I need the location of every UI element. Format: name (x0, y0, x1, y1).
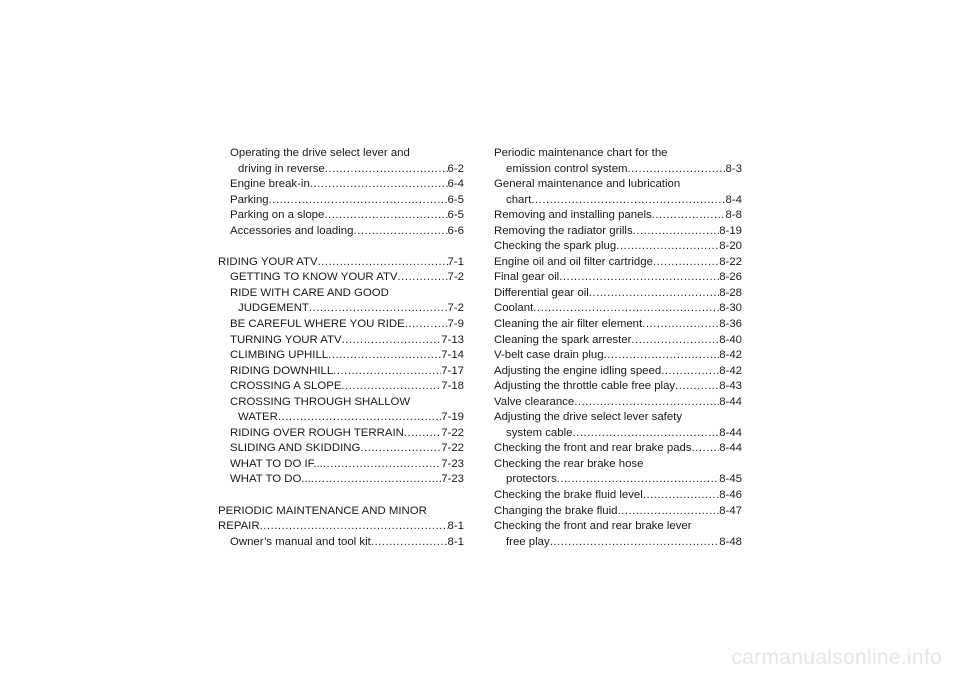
toc-entry-page: 7-13 (441, 333, 464, 346)
toc-entry-line (494, 270, 742, 286)
toc-entry-line (218, 426, 464, 442)
toc-leader-dots (405, 317, 448, 333)
toc-entry-page: 8-20 (719, 240, 742, 253)
toc-entry-title: Valve clearance (494, 395, 575, 408)
toc-entry-title: Periodic maintenance chart for the (494, 147, 668, 159)
toc-entry-line (218, 333, 464, 349)
toc-spacer (218, 239, 464, 255)
toc-leader-dots (652, 208, 726, 224)
toc-entry[interactable] (494, 441, 742, 457)
toc-leader-dots (617, 504, 719, 520)
toc-leader-dots (309, 301, 448, 317)
toc-entry-title: Adjusting the drive select lever safety (494, 411, 683, 424)
toc-entry-title: SLIDING AND SKIDDING (230, 442, 361, 455)
toc-entry-page: 7-22 (441, 442, 464, 455)
toc-entry[interactable] (494, 286, 742, 302)
toc-entry-page: 7-19 (441, 411, 464, 424)
toc-entry-page: 7-23 (441, 473, 464, 486)
toc-entry-title: WHAT TO DO... (230, 473, 311, 486)
toc-entry-line (218, 224, 464, 240)
toc-entry-line (494, 301, 742, 317)
toc-entry-page: 8-44 (719, 395, 742, 408)
toc-entry-title: Adjusting the throttle cable free play (494, 380, 676, 393)
toc-leader-dots (278, 410, 441, 426)
toc-entry-page: 8-45 (719, 473, 742, 486)
toc-entry-title: Engine break-in (230, 178, 310, 191)
toc-entry-title: CROSSING A SLOPE (230, 380, 342, 393)
toc-entry-title: Adjusting the engine idling speed (494, 364, 662, 377)
toc-entry[interactable] (494, 301, 742, 317)
toc-entry-page: 6-6 (447, 224, 464, 237)
toc-leader-dots (642, 317, 719, 333)
toc-entry-line (494, 162, 742, 178)
toc-entry-title: CLIMBING UPHILL (230, 349, 329, 362)
toc-entry[interactable] (218, 146, 464, 177)
toc-entry-line (218, 177, 464, 193)
toc-entry[interactable] (218, 270, 464, 286)
toc-leader-dots (628, 162, 726, 178)
toc-entry[interactable] (218, 348, 464, 364)
toc-leader-dots (574, 395, 719, 411)
toc-entry-title: RIDING OVER ROUGH TERRAIN (230, 426, 404, 439)
toc-entry-page: 8-8 (725, 209, 742, 222)
watermark-text: carmanualsonline.info (731, 646, 942, 669)
toc-entry-line (218, 472, 464, 488)
toc-leader-dots (616, 239, 719, 255)
toc-entry-title: PERIODIC MAINTENANCE AND MINOR (218, 504, 427, 517)
toc-entry[interactable] (494, 317, 742, 333)
toc-entry-page: 8-1 (447, 535, 464, 548)
toc-entry[interactable] (494, 457, 742, 488)
toc-leader-dots (342, 333, 442, 349)
toc-entry-page: 8-28 (719, 286, 742, 299)
toc-entry-title: WHAT TO DO IF... (230, 457, 323, 470)
toc-entry-title: protectors (506, 473, 557, 486)
toc-entry-title: Cleaning the spark arrester (494, 333, 632, 346)
toc-entry-page: 6-2 (447, 162, 464, 175)
toc-entry[interactable] (494, 379, 742, 395)
toc-leader-dots (559, 270, 719, 286)
toc-entry[interactable] (218, 472, 464, 488)
toc-entry[interactable] (218, 193, 464, 209)
toc-entry[interactable] (218, 426, 464, 442)
toc-leader-dots (404, 426, 441, 442)
toc-entry[interactable] (494, 255, 742, 271)
toc-leader-dots (398, 270, 448, 286)
toc-leader-dots (324, 208, 447, 224)
toc-entry-title: Owner’s manual and tool kit (230, 535, 371, 548)
toc-entry-line (494, 193, 742, 209)
toc-entry-page: 8-43 (719, 380, 742, 393)
toc-column-left (218, 146, 464, 550)
toc-entry-page: 8-48 (719, 535, 742, 548)
toc-entry-line (494, 364, 742, 380)
toc-entry-title: RIDE WITH CARE AND GOOD (230, 286, 389, 299)
toc-entry[interactable] (494, 270, 742, 286)
toc-entry-page: 7-17 (441, 364, 464, 377)
toc-entry-line (494, 224, 742, 240)
toc-entry-title: Changing the brake fluid (494, 504, 618, 517)
toc-entry-title: General maintenance and lubrication (494, 178, 681, 191)
toc-entry[interactable] (218, 317, 464, 333)
toc-entry-line (218, 317, 464, 333)
toc-entry-title: Cleaning the air filter element (494, 318, 643, 331)
toc-entry-title: system cable (506, 426, 573, 439)
toc-entry[interactable] (218, 224, 464, 240)
toc-column-right (494, 146, 742, 550)
toc-entry-line (218, 519, 464, 535)
toc-entry-title: Checking the rear brake hose (494, 457, 644, 470)
toc-leader-dots (341, 379, 441, 395)
toc-leader-dots (653, 255, 719, 271)
toc-entry-title: GETTING TO KNOW YOUR ATV (230, 271, 398, 284)
toc-entry-page: 8-42 (719, 364, 742, 377)
toc-leader-dots (318, 255, 448, 271)
toc-entry-title: Parking on a slope (230, 209, 325, 222)
toc-entry-page: 8-3 (725, 162, 742, 175)
toc-leader-dots (260, 519, 448, 535)
toc-entry-page: 8-42 (719, 349, 742, 362)
toc-entry-line (494, 379, 742, 395)
toc-entry-line (494, 239, 742, 255)
toc-leader-dots (631, 333, 719, 349)
toc-leader-dots (311, 472, 441, 488)
toc-leader-dots (550, 535, 719, 551)
toc-entry-page: 8-26 (719, 271, 742, 284)
toc-entry-title: Parking (230, 193, 269, 206)
toc-entry[interactable] (218, 333, 464, 349)
toc-entry-page: 6-5 (447, 193, 464, 206)
toc-entry-title: Checking the front and rear brake lever (494, 520, 692, 533)
toc-leader-dots (325, 162, 448, 178)
toc-entry-page: 8-1 (447, 520, 464, 533)
toc-entry-line (494, 317, 742, 333)
toc-entry-page: 6-5 (447, 209, 464, 222)
toc-entry-title: Engine oil and oil filter cartridge (494, 255, 653, 268)
toc-leader-dots (531, 193, 725, 209)
toc-leader-dots (557, 472, 720, 488)
toc-entry[interactable] (218, 255, 464, 271)
toc-entry-title: driving in reverse (238, 162, 325, 175)
toc-entry-title: Differential gear oil (494, 286, 589, 299)
toc-entry[interactable] (494, 146, 742, 177)
toc-entry[interactable] (218, 504, 464, 535)
toc-entry-title: Checking the brake fluid level (494, 489, 643, 502)
toc-entry-page: 8-46 (719, 489, 742, 502)
toc-entry-page: 8-36 (719, 318, 742, 331)
toc-leader-dots (323, 457, 441, 473)
toc-entry-title: TURNING YOUR ATV (230, 333, 342, 346)
toc-entry-line (218, 441, 464, 457)
toc-entry[interactable] (218, 379, 464, 395)
toc-entry-line (218, 270, 464, 286)
toc-entry-page: 8-22 (719, 255, 742, 268)
toc-entry-title: Coolant (494, 302, 534, 315)
toc-leader-dots (328, 348, 441, 364)
toc-entry[interactable] (218, 208, 464, 224)
toc-entry-page: 7-23 (441, 457, 464, 470)
toc-entry-page: 7-9 (447, 318, 464, 331)
toc-entry-line (218, 208, 464, 224)
toc-entry-page: 8-44 (719, 442, 742, 455)
toc-entry-line (218, 364, 464, 380)
toc-entry-line (218, 457, 464, 473)
toc-leader-dots (533, 301, 719, 317)
toc-entry-page: 7-18 (441, 380, 464, 393)
toc-entry-title: emission control system (506, 162, 628, 175)
toc-entry-line (218, 193, 464, 209)
toc-leader-dots (360, 441, 441, 457)
toc-entry-page: 7-1 (447, 255, 464, 268)
toc-entry-title: RIDING DOWNHILL (230, 364, 334, 377)
toc-leader-dots (589, 286, 719, 302)
toc-entry-title: WATER (238, 411, 278, 424)
toc-entry[interactable] (494, 348, 742, 364)
toc-entry-title: CROSSING THROUGH SHALLOW (230, 395, 411, 408)
toc-entry-line (494, 348, 742, 364)
toc-entry-title: Operating the drive select lever and (230, 147, 410, 159)
toc-entry-line (218, 255, 464, 271)
toc-entry-page: 7-2 (447, 302, 464, 315)
toc-entry-line (218, 162, 464, 178)
toc-entry-line (494, 535, 742, 551)
toc-entry[interactable] (218, 441, 464, 457)
toc-entry-line (494, 472, 742, 488)
toc-leader-dots (604, 348, 720, 364)
toc-entry-line (494, 426, 742, 442)
toc-entry-page: 7-22 (441, 426, 464, 439)
toc-leader-dots (333, 364, 441, 380)
toc-entry-line (494, 255, 742, 271)
toc-entry-line (218, 301, 464, 317)
toc-entry[interactable] (494, 224, 742, 240)
toc-entry-title: chart (506, 193, 532, 206)
toc-entry-page: 8-30 (719, 302, 742, 315)
toc-leader-dots (353, 224, 447, 240)
toc-entry[interactable] (218, 286, 464, 317)
toc-entry-page: 7-14 (441, 349, 464, 362)
toc-entry[interactable] (494, 208, 742, 224)
toc-entry-title: Removing the radiator grills (494, 224, 633, 237)
toc-entry[interactable] (218, 364, 464, 380)
toc-entry-title: Accessories and loading (230, 224, 354, 237)
toc-entry[interactable] (494, 488, 742, 504)
toc-leader-dots (269, 193, 448, 209)
toc-entry-line (218, 379, 464, 395)
toc-entry[interactable] (218, 395, 464, 426)
toc-entry-line (494, 504, 742, 520)
toc-entry[interactable] (494, 177, 742, 208)
toc-entry-line (494, 208, 742, 224)
toc-entry-page: 8-4 (725, 193, 742, 206)
toc-entry[interactable] (218, 177, 464, 193)
toc-entry-page: 8-44 (719, 426, 742, 439)
toc-entry-page: 6-4 (447, 178, 464, 191)
toc-entry-line (494, 333, 742, 349)
toc-leader-dots (692, 441, 720, 457)
toc-leader-dots (633, 224, 720, 240)
toc-entry[interactable] (494, 504, 742, 520)
toc-entry-title: JUDGEMENT (238, 302, 309, 315)
toc-entry[interactable] (218, 535, 464, 551)
toc-entry[interactable] (494, 333, 742, 349)
toc-entry[interactable] (494, 364, 742, 380)
toc-leader-dots (643, 488, 719, 504)
toc-entry[interactable] (494, 239, 742, 255)
toc-entry-title: REPAIR (218, 520, 260, 533)
toc-entry-line (494, 395, 742, 411)
toc-entry-title: RIDING YOUR ATV (218, 255, 318, 268)
toc-entry-title: Checking the front and rear brake pads (494, 442, 692, 455)
toc-spacer (218, 488, 464, 504)
toc-entry-page: 8-19 (719, 224, 742, 237)
toc-entry-line (494, 286, 742, 302)
toc-leader-dots (675, 379, 719, 395)
toc-entry-line (218, 535, 464, 551)
toc-entry-title: V-belt case drain plug (494, 349, 604, 362)
toc-entry[interactable] (494, 519, 742, 550)
toc-entry[interactable] (494, 410, 742, 441)
toc-entry-page: 8-40 (719, 333, 742, 346)
toc-entry-title: BE CAREFUL WHERE YOU RIDE (230, 318, 405, 331)
toc-leader-dots (371, 535, 448, 551)
toc-leader-dots (572, 426, 719, 442)
toc-entry-title: Checking the spark plug (494, 240, 617, 253)
toc-leader-dots (310, 177, 448, 193)
toc-entry-title: Removing and installing panels (494, 209, 652, 222)
toc-entry-page: 7-2 (447, 271, 464, 284)
toc-entry-page: 8-47 (719, 504, 742, 517)
toc-leader-dots (661, 364, 719, 380)
toc-entry-title: free play (506, 535, 550, 548)
toc-entry-line (218, 410, 464, 426)
toc-entry-title: Final gear oil (494, 271, 560, 284)
toc-entry-line (494, 441, 742, 457)
toc-entry-line (494, 488, 742, 504)
toc-entry-line (218, 348, 464, 364)
toc-entry[interactable] (218, 457, 464, 473)
toc-entry[interactable] (494, 395, 742, 411)
